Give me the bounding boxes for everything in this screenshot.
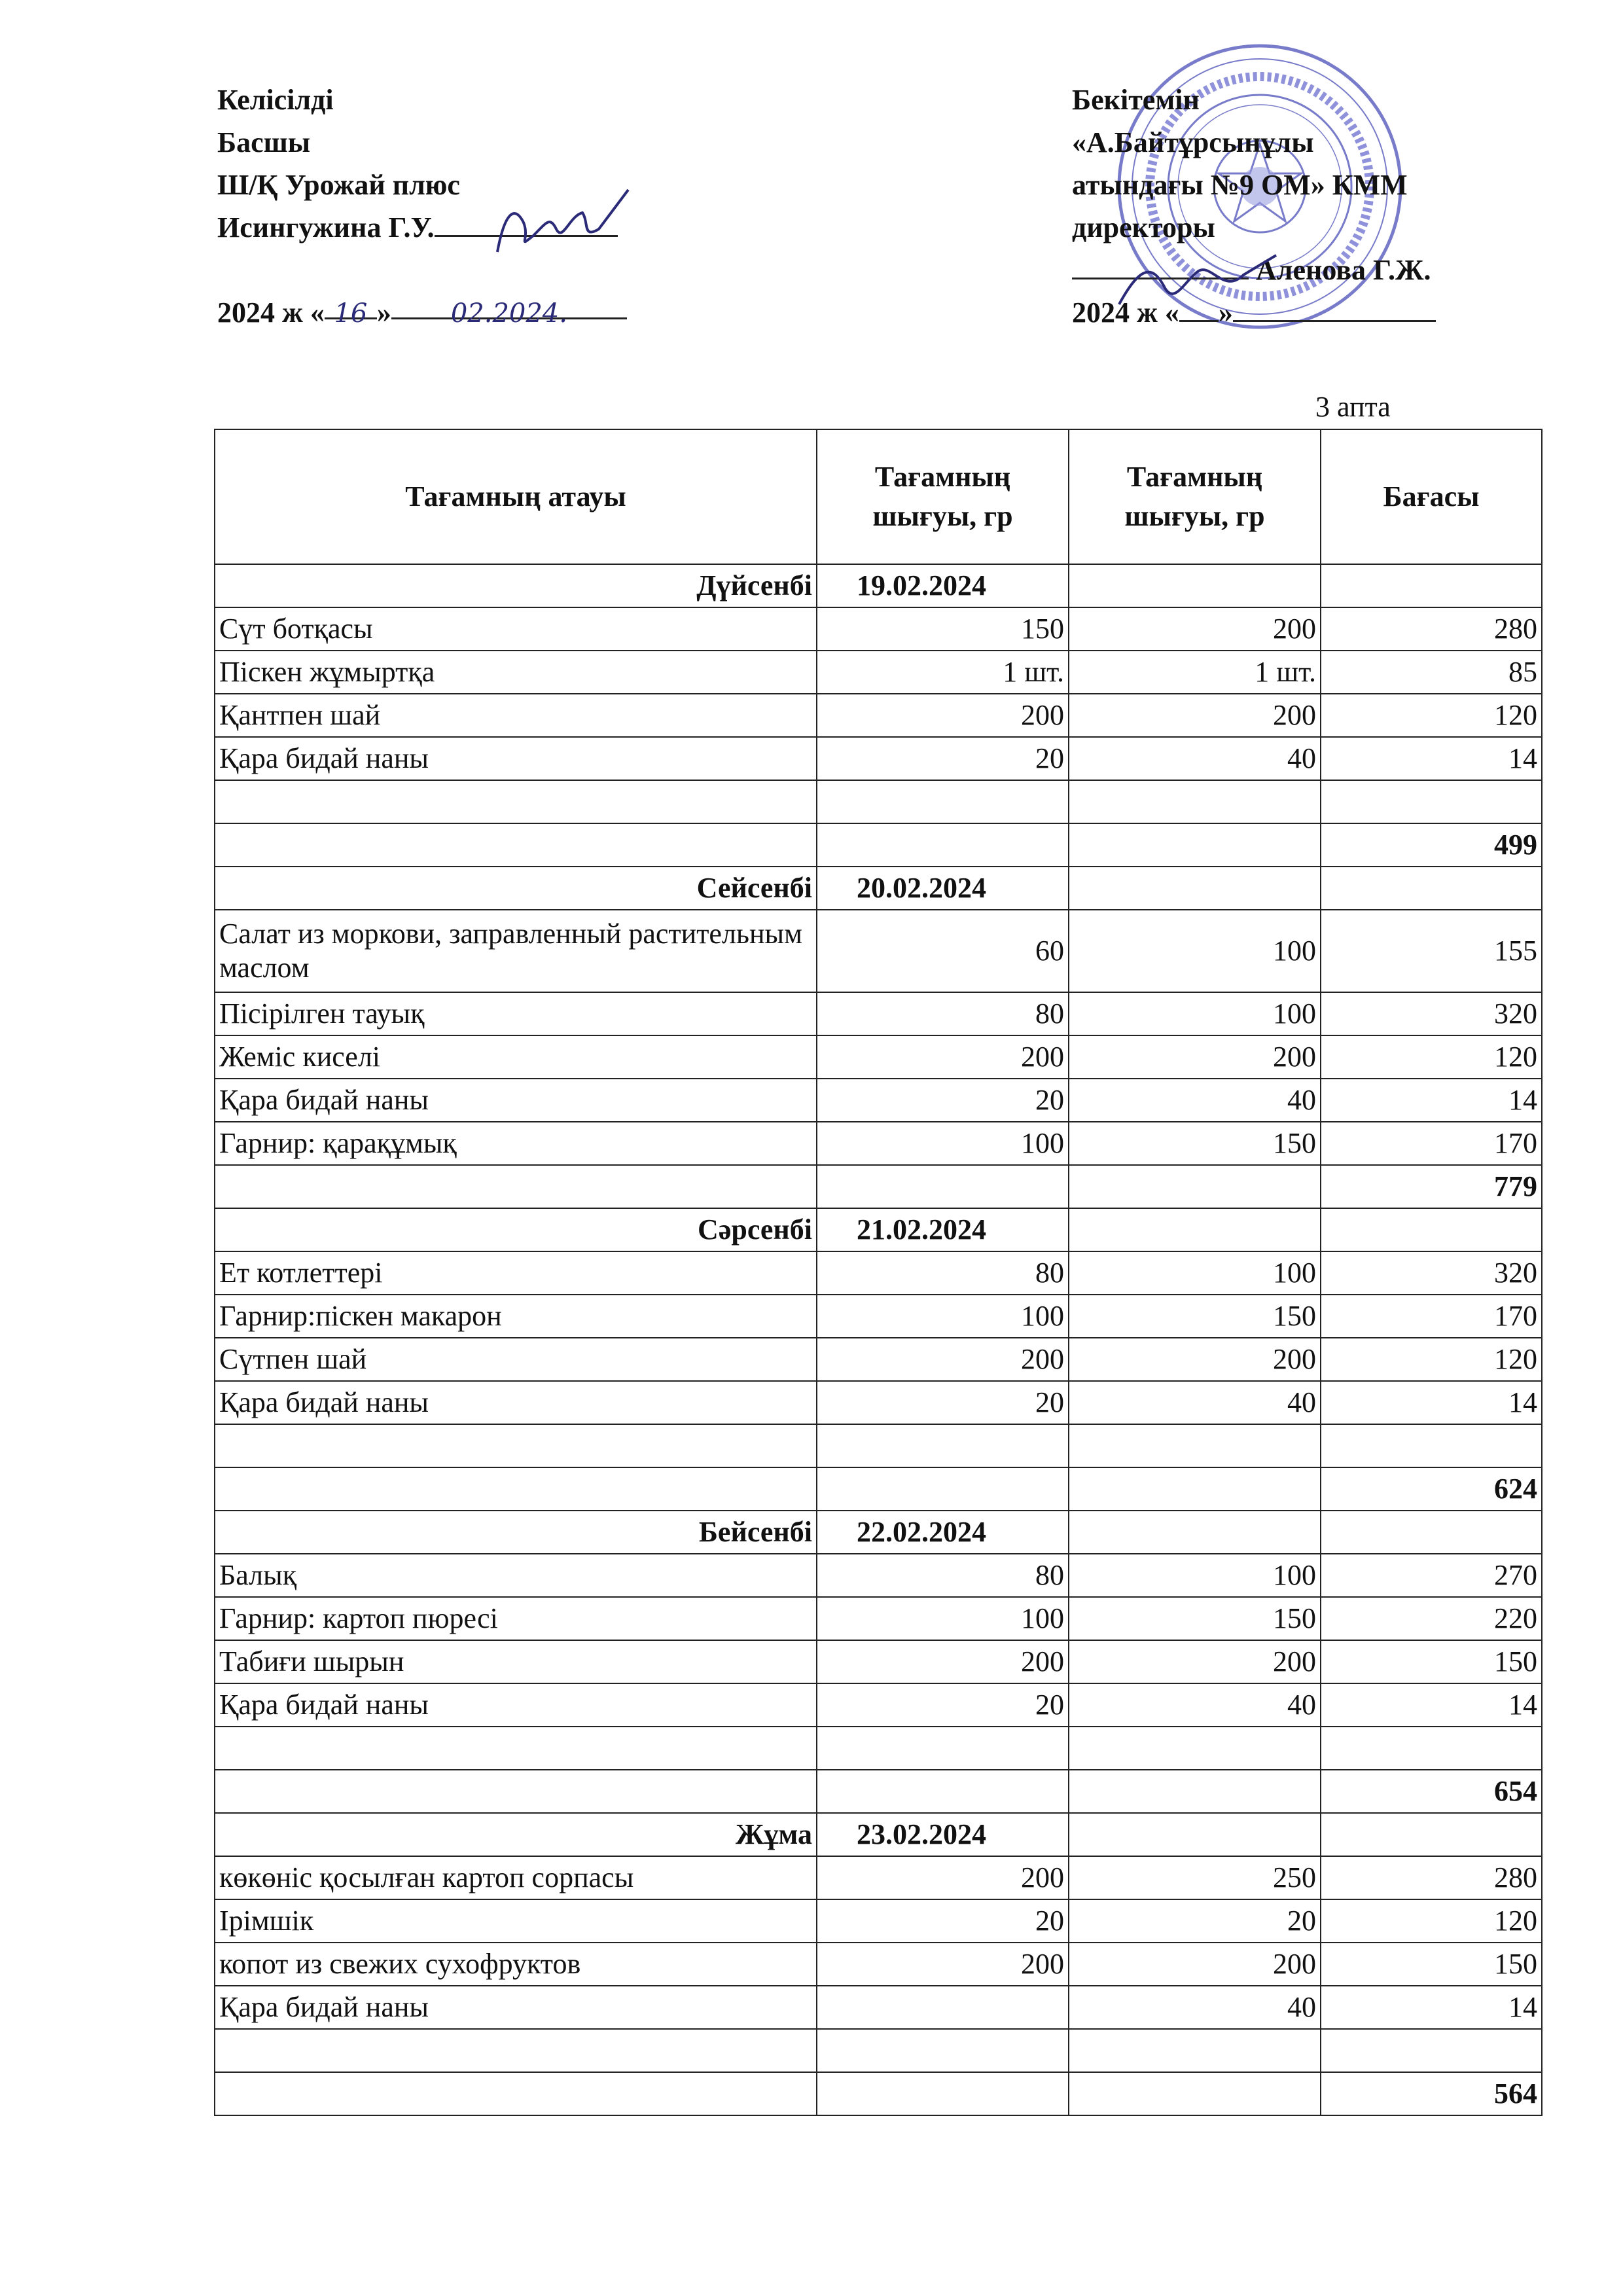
table-row	[215, 780, 1542, 823]
signature-scribble-icon	[484, 177, 641, 262]
day-total-row	[215, 1165, 1542, 1208]
yield-2: 40	[1069, 1986, 1321, 2029]
yield-1: 20	[817, 1683, 1069, 1727]
price	[1321, 1727, 1542, 1770]
dish-name: копот из свежих сухофруктов	[215, 1943, 817, 1986]
yield-1	[817, 780, 1069, 823]
yield-2: 1 шт.	[1069, 651, 1321, 694]
date-day-field	[325, 291, 377, 329]
left-date-line	[217, 291, 627, 334]
table-row	[215, 694, 1542, 737]
day-date: 23.02.2024	[817, 1813, 1069, 1856]
dish-name: Қара бидай наны	[215, 1986, 817, 2029]
table-row	[215, 1424, 1542, 1467]
header-dish-name: Тағамның атауы	[215, 429, 817, 564]
empty-cell	[817, 1770, 1069, 1813]
day-date: 19.02.2024	[817, 564, 1069, 607]
table-row	[215, 910, 1542, 992]
dish-name: Табиғи шырын	[215, 1640, 817, 1683]
empty-cell	[1069, 1165, 1321, 1208]
yield-2: 200	[1069, 1640, 1321, 1683]
yield-1: 200	[817, 1856, 1069, 1899]
dish-name: Піскен жұмыртқа	[215, 651, 817, 694]
table-row	[215, 1035, 1542, 1079]
dish-name: Сүтпен шай	[215, 1338, 817, 1381]
price: 220	[1321, 1597, 1542, 1640]
dish-name: Қантпен шай	[215, 694, 817, 737]
yield-2: 150	[1069, 1597, 1321, 1640]
price: 120	[1321, 1338, 1542, 1381]
dish-name: Сүт ботқасы	[215, 607, 817, 651]
day-date: 21.02.2024	[817, 1208, 1069, 1251]
dish-name: Балық	[215, 1554, 817, 1597]
empty-cell	[1321, 1511, 1542, 1554]
empty-cell	[1069, 2072, 1321, 2115]
empty-cell	[215, 823, 817, 867]
day-total-row	[215, 1770, 1542, 1813]
company-name: Ш/Қ Урожай плюс	[217, 169, 460, 201]
yield-1: 150	[817, 607, 1069, 651]
table-row	[215, 1856, 1542, 1899]
price: 280	[1321, 1856, 1542, 1899]
yield-2: 100	[1069, 1251, 1321, 1295]
price: 14	[1321, 1986, 1542, 2029]
day-header-row	[215, 1813, 1542, 1856]
dish-name: Ірімшік	[215, 1899, 817, 1943]
price: 150	[1321, 1640, 1542, 1683]
yield-2: 200	[1069, 1338, 1321, 1381]
day-name: Бейсенбі	[215, 1511, 817, 1554]
table-row	[215, 1338, 1542, 1381]
yield-2	[1069, 2029, 1321, 2072]
yield-1: 20	[817, 1899, 1069, 1943]
table-row	[215, 737, 1542, 780]
day-name: Сейсенбі	[215, 867, 817, 910]
header-yield-1: Тағамның шығуы, гр	[817, 429, 1069, 564]
director-name: Аленова Г.Ж.	[1256, 254, 1431, 286]
empty-cell	[215, 1770, 817, 1813]
dish-name: Гарнир: картоп пюресі	[215, 1597, 817, 1640]
table-row	[215, 1079, 1542, 1122]
day-header-row	[215, 564, 1542, 607]
table-row	[215, 1683, 1542, 1727]
yield-1	[817, 1727, 1069, 1770]
handwritten-date: 02.2024.	[450, 298, 567, 329]
table-row	[215, 1899, 1542, 1943]
empty-cell	[1321, 564, 1542, 607]
price: 14	[1321, 1381, 1542, 1424]
table-row	[215, 992, 1542, 1035]
yield-1: 1 шт.	[817, 651, 1069, 694]
header-yield-2: Тағамның шығуы, гр	[1069, 429, 1321, 564]
price: 150	[1321, 1943, 1542, 1986]
empty-cell	[215, 1165, 817, 1208]
day-header-row	[215, 867, 1542, 910]
day-total-row	[215, 823, 1542, 867]
yield-1: 100	[817, 1597, 1069, 1640]
yield-1: 80	[817, 1554, 1069, 1597]
day-total: 624	[1321, 1467, 1542, 1511]
price: 120	[1321, 1899, 1542, 1943]
empty-cell	[817, 2072, 1069, 2115]
empty-cell	[1069, 823, 1321, 867]
day-name: Сәрсенбі	[215, 1208, 817, 1251]
dish-name: Гарнир: қарақұмық	[215, 1122, 817, 1165]
day-total-row	[215, 1467, 1542, 1511]
day-total: 654	[1321, 1770, 1542, 1813]
yield-2	[1069, 780, 1321, 823]
menu-table	[214, 429, 1543, 2116]
price: 320	[1321, 1251, 1542, 1295]
head-label: Басшы	[217, 126, 311, 158]
price: 85	[1321, 651, 1542, 694]
school-name-1: «А.Байтұрсынұлы	[1072, 126, 1314, 158]
day-date: 22.02.2024	[817, 1511, 1069, 1554]
empty-cell	[1321, 1813, 1542, 1856]
yield-2: 200	[1069, 1035, 1321, 1079]
empty-cell	[1069, 1813, 1321, 1856]
yield-1: 20	[817, 1381, 1069, 1424]
yield-2: 150	[1069, 1295, 1321, 1338]
price: 270	[1321, 1554, 1542, 1597]
dish-name: Пісірілген тауық	[215, 992, 817, 1035]
price: 320	[1321, 992, 1542, 1035]
dish-name: Ет котлеттері	[215, 1251, 817, 1295]
yield-2: 40	[1069, 1079, 1321, 1122]
week-label: 3 апта	[1315, 391, 1391, 423]
yield-2: 40	[1069, 1381, 1321, 1424]
day-total: 779	[1321, 1165, 1542, 1208]
empty-cell	[1069, 1511, 1321, 1554]
price: 280	[1321, 607, 1542, 651]
dish-name: Жеміс киселі	[215, 1035, 817, 1079]
agreed-label: Келісілді	[217, 84, 334, 116]
table-row	[215, 1640, 1542, 1683]
yield-2: 40	[1069, 1683, 1321, 1727]
price: 155	[1321, 910, 1542, 992]
yield-1: 200	[817, 1640, 1069, 1683]
yield-1: 80	[817, 992, 1069, 1035]
day-total-row	[215, 2072, 1542, 2115]
dish-name: Қара бидай наны	[215, 1381, 817, 1424]
table-row	[215, 1381, 1542, 1424]
dish-name: Салат из моркови, заправленный растительным маслом	[215, 910, 817, 992]
yield-2: 100	[1069, 992, 1321, 1035]
table-row	[215, 1943, 1542, 1986]
dish-name	[215, 1424, 817, 1467]
yield-1: 200	[817, 1338, 1069, 1381]
yield-2: 20	[1069, 1899, 1321, 1943]
handwritten-day: 16	[334, 298, 368, 329]
dish-name: Қара бидай наны	[215, 1079, 817, 1122]
yield-2	[1069, 1727, 1321, 1770]
date-rest-field	[391, 291, 627, 329]
date-mid: »	[376, 296, 391, 329]
day-name: Жұма	[215, 1813, 817, 1856]
dish-name: Қара бидай наны	[215, 1683, 817, 1727]
table-row	[215, 2029, 1542, 2072]
dish-name: көкөніс қосылған картоп сорпасы	[215, 1856, 817, 1899]
table-row	[215, 1554, 1542, 1597]
yield-1: 100	[817, 1122, 1069, 1165]
empty-cell	[817, 1165, 1069, 1208]
table-row	[215, 1251, 1542, 1295]
yield-2: 200	[1069, 694, 1321, 737]
approve-label: Бекітемін	[1072, 84, 1200, 116]
price	[1321, 780, 1542, 823]
menu-table-body	[215, 564, 1542, 2115]
empty-cell	[817, 1467, 1069, 1511]
empty-cell	[1069, 1770, 1321, 1813]
table-header-row	[215, 429, 1542, 564]
yield-2: 250	[1069, 1856, 1321, 1899]
yield-1: 20	[817, 737, 1069, 780]
table-row	[215, 651, 1542, 694]
yield-1: 100	[817, 1295, 1069, 1338]
table-row	[215, 1727, 1542, 1770]
date-prefix: 2024 ж «	[217, 296, 325, 329]
yield-1: 200	[817, 694, 1069, 737]
empty-cell	[1321, 867, 1542, 910]
yield-1	[817, 2029, 1069, 2072]
price: 14	[1321, 737, 1542, 780]
yield-2: 200	[1069, 607, 1321, 651]
yield-2: 100	[1069, 910, 1321, 992]
yield-2: 100	[1069, 1554, 1321, 1597]
table-row	[215, 1597, 1542, 1640]
dish-name	[215, 780, 817, 823]
empty-cell	[215, 2072, 817, 2115]
yield-2	[1069, 1424, 1321, 1467]
dish-name: Гарнир:піскен макарон	[215, 1295, 817, 1338]
empty-cell	[1069, 867, 1321, 910]
empty-cell	[817, 823, 1069, 867]
empty-cell	[1069, 1208, 1321, 1251]
price: 14	[1321, 1079, 1542, 1122]
day-total: 564	[1321, 2072, 1542, 2115]
school-name-2: атындағы №9 ОМ» КММ	[1072, 169, 1408, 201]
yield-1	[817, 1986, 1069, 2029]
empty-cell	[1321, 1208, 1542, 1251]
yield-1: 200	[817, 1943, 1069, 1986]
price: 170	[1321, 1295, 1542, 1338]
yield-1	[817, 1424, 1069, 1467]
yield-2: 40	[1069, 737, 1321, 780]
date-prefix: 2024 ж «	[1072, 296, 1179, 329]
dish-name	[215, 1727, 817, 1770]
dish-name	[215, 2029, 817, 2072]
day-date: 20.02.2024	[817, 867, 1069, 910]
table-row	[215, 1986, 1542, 2029]
empty-cell	[1069, 564, 1321, 607]
empty-cell	[215, 1467, 817, 1511]
day-header-row	[215, 1511, 1542, 1554]
yield-1: 60	[817, 910, 1069, 992]
yield-1: 200	[817, 1035, 1069, 1079]
signatory-name: Исингужина Г.У.	[217, 211, 435, 243]
director-label: директоры	[1072, 211, 1215, 243]
header-price: Бағасы	[1321, 429, 1542, 564]
table-row	[215, 1122, 1542, 1165]
price	[1321, 1424, 1542, 1467]
date-mid: »	[1218, 296, 1233, 329]
price: 120	[1321, 1035, 1542, 1079]
empty-cell	[1069, 1467, 1321, 1511]
price: 120	[1321, 694, 1542, 737]
dish-name: Қара бидай наны	[215, 737, 817, 780]
day-total: 499	[1321, 823, 1542, 867]
price	[1321, 2029, 1542, 2072]
director-signature-scribble-icon	[1113, 242, 1283, 314]
price: 14	[1321, 1683, 1542, 1727]
day-name: Дүйсенбі	[215, 564, 817, 607]
day-header-row	[215, 1208, 1542, 1251]
yield-2: 150	[1069, 1122, 1321, 1165]
table-row	[215, 1295, 1542, 1338]
price: 170	[1321, 1122, 1542, 1165]
yield-2: 200	[1069, 1943, 1321, 1986]
yield-1: 20	[817, 1079, 1069, 1122]
table-row	[215, 607, 1542, 651]
yield-1: 80	[817, 1251, 1069, 1295]
